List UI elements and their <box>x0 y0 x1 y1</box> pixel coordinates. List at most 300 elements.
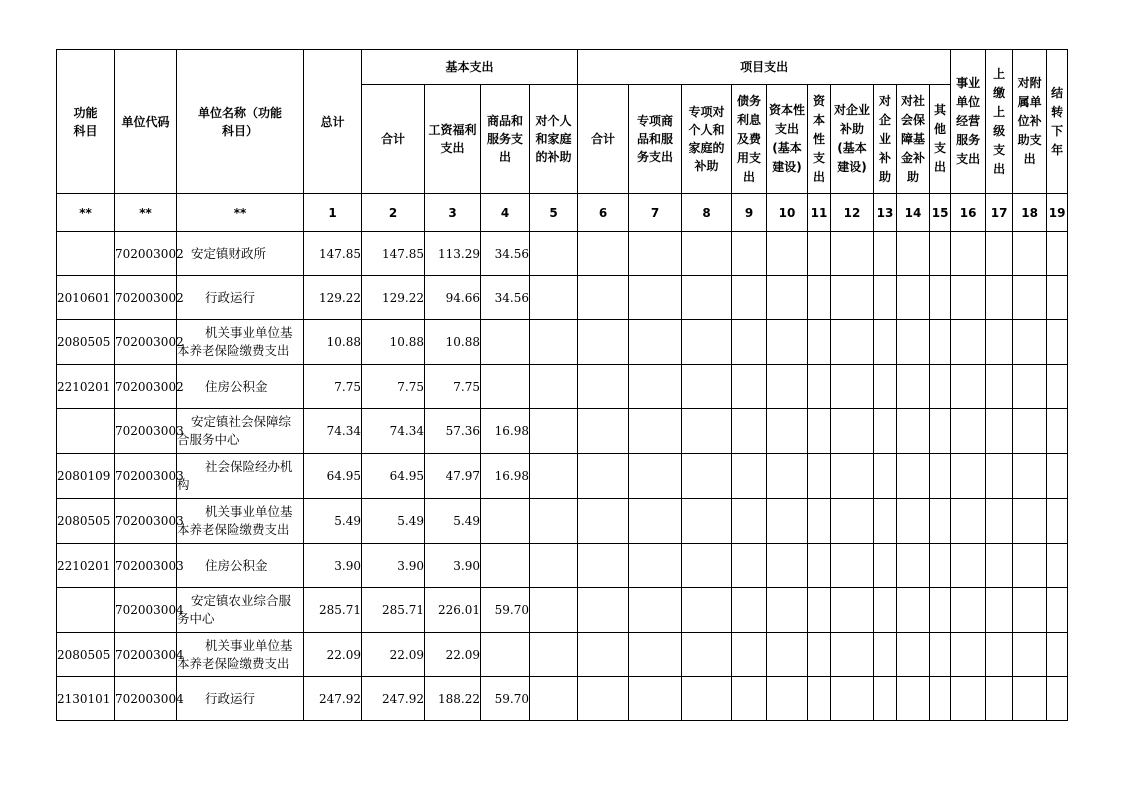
unit-name-cell <box>177 320 304 365</box>
empty-cell <box>767 276 808 320</box>
index-cell: 18 <box>1013 194 1047 232</box>
empty-cell <box>530 633 578 677</box>
basic-total-cell: 247.92 <box>362 677 425 721</box>
empty-cell <box>808 544 831 588</box>
empty-cell <box>951 276 986 320</box>
header-unit-code: 单位代码 <box>115 50 177 194</box>
empty-cell <box>874 633 897 677</box>
index-cell: 6 <box>578 194 629 232</box>
empty-cell <box>1047 365 1068 409</box>
header-basic-goods: 商品和服务支出 <box>481 85 530 194</box>
empty-cell <box>951 588 986 633</box>
empty-cell <box>530 677 578 721</box>
basic-total-cell: 22.09 <box>362 633 425 677</box>
empty-cell <box>732 544 767 588</box>
goods-cell: 59.70 <box>481 677 530 721</box>
empty-cell <box>578 544 629 588</box>
basic-total-cell: 64.95 <box>362 454 425 499</box>
unit-code-cell: 702003004 <box>115 677 177 721</box>
empty-cell <box>629 633 682 677</box>
empty-cell <box>930 588 951 633</box>
empty-cell <box>986 588 1013 633</box>
func-code-cell: 2080109 <box>57 454 115 499</box>
func-code-cell: 2080505 <box>57 320 115 365</box>
basic-total-cell: 7.75 <box>362 365 425 409</box>
salary-cell: 94.66 <box>425 276 481 320</box>
empty-cell <box>629 232 682 276</box>
empty-cell <box>530 588 578 633</box>
index-cell: 12 <box>831 194 874 232</box>
unit-name-text: 安定镇财政所 <box>191 245 267 261</box>
unit-name-text: 机关事业单位基本养老保险缴费支出 <box>177 325 293 358</box>
empty-cell <box>874 409 897 454</box>
empty-cell <box>682 677 732 721</box>
salary-cell: 3.90 <box>425 544 481 588</box>
header-carry: 结转下年 <box>1047 50 1068 194</box>
empty-cell <box>951 633 986 677</box>
empty-cell <box>629 454 682 499</box>
unit-name-text: 安定镇社会保障综合服务中心 <box>177 414 292 447</box>
index-cell: 3 <box>425 194 481 232</box>
empty-cell <box>874 276 897 320</box>
unit-name-text: 机关事业单位基本养老保险缴费支出 <box>177 504 293 537</box>
empty-cell <box>530 365 578 409</box>
empty-cell <box>629 365 682 409</box>
empty-cell <box>578 499 629 544</box>
empty-cell <box>530 320 578 365</box>
empty-cell <box>897 633 930 677</box>
header-basic-salary: 工资福利支出 <box>425 85 481 194</box>
unit-code-cell: 702003003 <box>115 544 177 588</box>
empty-cell <box>986 499 1013 544</box>
empty-cell <box>732 409 767 454</box>
empty-cell <box>732 232 767 276</box>
func-code-cell <box>57 409 115 454</box>
empty-cell <box>682 365 732 409</box>
index-cell: 10 <box>767 194 808 232</box>
empty-cell <box>874 499 897 544</box>
total-cell: 10.88 <box>304 320 362 365</box>
table-row <box>57 365 1068 409</box>
func-code-cell: 2210201 <box>57 544 115 588</box>
empty-cell <box>986 633 1013 677</box>
empty-cell <box>732 276 767 320</box>
empty-cell <box>930 677 951 721</box>
goods-cell: 59.70 <box>481 588 530 633</box>
header-capital-basic: 资本性支出(基本建设) <box>767 85 808 194</box>
empty-cell <box>1013 276 1047 320</box>
empty-cell <box>732 588 767 633</box>
empty-cell <box>897 232 930 276</box>
empty-cell <box>629 677 682 721</box>
goods-cell <box>481 365 530 409</box>
index-cell: 17 <box>986 194 1013 232</box>
empty-cell <box>578 588 629 633</box>
table-row <box>57 677 1068 721</box>
empty-cell <box>897 409 930 454</box>
empty-cell <box>767 499 808 544</box>
unit-name-cell <box>177 365 304 409</box>
goods-cell <box>481 633 530 677</box>
header-row-1 <box>57 50 1068 85</box>
table-row <box>57 633 1068 677</box>
empty-cell <box>767 409 808 454</box>
index-cell: 14 <box>897 194 930 232</box>
func-code-cell: 2210201 <box>57 365 115 409</box>
empty-cell <box>1047 454 1068 499</box>
salary-cell: 113.29 <box>425 232 481 276</box>
unit-name-cell <box>177 588 304 633</box>
empty-cell <box>897 499 930 544</box>
empty-cell <box>831 588 874 633</box>
basic-total-cell: 285.71 <box>362 588 425 633</box>
empty-cell <box>629 588 682 633</box>
empty-cell <box>874 232 897 276</box>
goods-cell <box>481 320 530 365</box>
empty-cell <box>767 232 808 276</box>
table-body <box>57 232 1068 721</box>
empty-cell <box>808 365 831 409</box>
empty-cell <box>578 276 629 320</box>
empty-cell <box>732 499 767 544</box>
func-code-cell <box>57 232 115 276</box>
unit-code-cell: 702003004 <box>115 633 177 677</box>
total-cell: 3.90 <box>304 544 362 588</box>
unit-code-cell: 702003002 <box>115 276 177 320</box>
empty-cell <box>831 365 874 409</box>
empty-cell <box>1047 544 1068 588</box>
empty-cell <box>897 588 930 633</box>
header-basic-total: 合计 <box>362 85 425 194</box>
empty-cell <box>831 276 874 320</box>
empty-cell <box>1047 320 1068 365</box>
table-row <box>57 499 1068 544</box>
empty-cell <box>578 409 629 454</box>
empty-cell <box>1047 276 1068 320</box>
empty-cell <box>874 677 897 721</box>
unit-name-cell <box>177 677 304 721</box>
header-project-personal: 专项对个人和家庭的补助 <box>682 85 732 194</box>
goods-cell <box>481 544 530 588</box>
empty-cell <box>808 320 831 365</box>
func-code-cell <box>57 588 115 633</box>
total-cell: 129.22 <box>304 276 362 320</box>
empty-cell <box>930 499 951 544</box>
empty-cell <box>767 544 808 588</box>
empty-cell <box>930 320 951 365</box>
empty-cell <box>874 320 897 365</box>
index-cell: 15 <box>930 194 951 232</box>
empty-cell <box>1013 544 1047 588</box>
empty-cell <box>986 320 1013 365</box>
goods-cell: 34.56 <box>481 276 530 320</box>
index-cell: 5 <box>530 194 578 232</box>
header-project-goods: 专项商品和服务支出 <box>629 85 682 194</box>
unit-name-text: 社会保险经办机构 <box>177 459 293 492</box>
empty-cell <box>767 454 808 499</box>
unit-name-cell <box>177 276 304 320</box>
empty-cell <box>986 454 1013 499</box>
header-unit-name: 单位名称（功能科目） <box>177 50 304 194</box>
empty-cell <box>1013 454 1047 499</box>
empty-cell <box>767 365 808 409</box>
empty-cell <box>578 320 629 365</box>
empty-cell <box>578 454 629 499</box>
empty-cell <box>767 588 808 633</box>
salary-cell: 22.09 <box>425 633 481 677</box>
header-capital: 资本性支出 <box>808 85 831 194</box>
header-project-total: 合计 <box>578 85 629 194</box>
unit-name-text: 行政运行 <box>205 289 256 305</box>
empty-cell <box>808 454 831 499</box>
unit-name-text: 安定镇农业综合服务中心 <box>177 593 292 626</box>
empty-cell <box>530 544 578 588</box>
empty-cell <box>986 677 1013 721</box>
table-row <box>57 409 1068 454</box>
goods-cell <box>481 499 530 544</box>
empty-cell <box>808 276 831 320</box>
table-row <box>57 454 1068 499</box>
func-code-cell: 2080505 <box>57 499 115 544</box>
unit-name-text: 住房公积金 <box>205 378 268 394</box>
empty-cell <box>682 499 732 544</box>
empty-cell <box>629 544 682 588</box>
index-cell: 16 <box>951 194 986 232</box>
salary-cell: 57.36 <box>425 409 481 454</box>
empty-cell <box>732 454 767 499</box>
empty-cell <box>629 276 682 320</box>
empty-cell <box>874 588 897 633</box>
empty-cell <box>874 544 897 588</box>
empty-cell <box>808 677 831 721</box>
empty-cell <box>629 409 682 454</box>
total-cell: 7.75 <box>304 365 362 409</box>
salary-cell: 10.88 <box>425 320 481 365</box>
empty-cell <box>578 365 629 409</box>
empty-cell <box>930 633 951 677</box>
header-enterprise-basic: 对企业补助(基本建设) <box>831 85 874 194</box>
total-cell: 147.85 <box>304 232 362 276</box>
empty-cell <box>831 633 874 677</box>
unit-name-cell <box>177 454 304 499</box>
empty-cell <box>530 409 578 454</box>
empty-cell <box>897 454 930 499</box>
empty-cell <box>951 232 986 276</box>
index-cell: 13 <box>874 194 897 232</box>
empty-cell <box>897 276 930 320</box>
header-func: 功能科目 <box>57 50 115 194</box>
empty-cell <box>530 232 578 276</box>
empty-cell <box>808 409 831 454</box>
salary-cell: 5.49 <box>425 499 481 544</box>
header-social-fund: 对社会保障基金补助 <box>897 85 930 194</box>
unit-code-cell: 702003003 <box>115 454 177 499</box>
empty-cell <box>986 544 1013 588</box>
index-cell: ** <box>115 194 177 232</box>
index-cell: 11 <box>808 194 831 232</box>
unit-name-cell <box>177 633 304 677</box>
empty-cell <box>1013 677 1047 721</box>
empty-cell <box>986 232 1013 276</box>
empty-cell <box>951 677 986 721</box>
total-cell: 74.34 <box>304 409 362 454</box>
empty-cell <box>682 232 732 276</box>
unit-code-cell: 702003003 <box>115 409 177 454</box>
basic-total-cell: 5.49 <box>362 499 425 544</box>
empty-cell <box>1047 232 1068 276</box>
func-code-cell: 2080505 <box>57 633 115 677</box>
goods-cell: 16.98 <box>481 454 530 499</box>
empty-cell <box>682 409 732 454</box>
empty-cell <box>767 633 808 677</box>
empty-cell <box>897 677 930 721</box>
empty-cell <box>986 365 1013 409</box>
header-basic-personal: 对个人和家庭的补助 <box>530 85 578 194</box>
salary-cell: 226.01 <box>425 588 481 633</box>
empty-cell <box>1047 633 1068 677</box>
unit-name-text: 行政运行 <box>205 690 256 706</box>
empty-cell <box>1013 232 1047 276</box>
empty-cell <box>1013 365 1047 409</box>
empty-cell <box>831 544 874 588</box>
empty-cell <box>986 409 1013 454</box>
empty-cell <box>951 544 986 588</box>
basic-total-cell: 147.85 <box>362 232 425 276</box>
index-cell: 9 <box>732 194 767 232</box>
empty-cell <box>629 499 682 544</box>
header-other: 其他支出 <box>930 85 951 194</box>
empty-cell <box>808 499 831 544</box>
empty-cell <box>530 499 578 544</box>
basic-total-cell: 3.90 <box>362 544 425 588</box>
empty-cell <box>682 544 732 588</box>
empty-cell <box>767 320 808 365</box>
empty-cell <box>1013 588 1047 633</box>
empty-cell <box>831 454 874 499</box>
unit-name-text: 住房公积金 <box>205 557 268 573</box>
header-basic: 基本支出 <box>362 50 578 85</box>
empty-cell <box>682 276 732 320</box>
unit-name-cell <box>177 409 304 454</box>
empty-cell <box>951 320 986 365</box>
salary-cell: 47.97 <box>425 454 481 499</box>
goods-cell: 34.56 <box>481 232 530 276</box>
empty-cell <box>831 499 874 544</box>
goods-cell: 16.98 <box>481 409 530 454</box>
salary-cell: 7.75 <box>425 365 481 409</box>
empty-cell <box>831 320 874 365</box>
table-row <box>57 544 1068 588</box>
index-cell: 8 <box>682 194 732 232</box>
empty-cell <box>930 276 951 320</box>
unit-name-cell <box>177 499 304 544</box>
budget-table <box>56 49 1068 721</box>
empty-cell <box>578 232 629 276</box>
index-cell: 2 <box>362 194 425 232</box>
empty-cell <box>930 232 951 276</box>
empty-cell <box>682 320 732 365</box>
empty-cell <box>897 544 930 588</box>
total-cell: 285.71 <box>304 588 362 633</box>
empty-cell <box>1013 320 1047 365</box>
empty-cell <box>831 677 874 721</box>
total-cell: 5.49 <box>304 499 362 544</box>
empty-cell <box>1047 499 1068 544</box>
empty-cell <box>951 454 986 499</box>
empty-cell <box>682 633 732 677</box>
index-row <box>57 194 1068 232</box>
empty-cell <box>1013 409 1047 454</box>
empty-cell <box>682 588 732 633</box>
empty-cell <box>767 677 808 721</box>
empty-cell <box>530 276 578 320</box>
empty-cell <box>808 588 831 633</box>
empty-cell <box>930 544 951 588</box>
index-cell: 7 <box>629 194 682 232</box>
unit-code-cell: 702003004 <box>115 588 177 633</box>
index-cell: 4 <box>481 194 530 232</box>
empty-cell <box>1047 588 1068 633</box>
empty-cell <box>1013 499 1047 544</box>
total-cell: 247.92 <box>304 677 362 721</box>
header-biz: 事业单位经营服务支出 <box>951 50 986 194</box>
header-debt: 债务利息及费用支出 <box>732 85 767 194</box>
unit-code-cell: 702003003 <box>115 499 177 544</box>
empty-cell <box>578 677 629 721</box>
total-cell: 22.09 <box>304 633 362 677</box>
empty-cell <box>930 454 951 499</box>
unit-name-text: 机关事业单位基本养老保险缴费支出 <box>177 637 293 671</box>
table-row <box>57 276 1068 320</box>
empty-cell <box>986 276 1013 320</box>
index-cell: 1 <box>304 194 362 232</box>
empty-cell <box>1013 633 1047 677</box>
empty-cell <box>732 320 767 365</box>
empty-cell <box>897 320 930 365</box>
empty-cell <box>874 365 897 409</box>
empty-cell <box>578 633 629 677</box>
empty-cell <box>930 365 951 409</box>
empty-cell <box>951 409 986 454</box>
basic-total-cell: 74.34 <box>362 409 425 454</box>
func-code-cell: 2130101 <box>57 677 115 721</box>
empty-cell <box>808 633 831 677</box>
table-row <box>57 320 1068 365</box>
basic-total-cell: 129.22 <box>362 276 425 320</box>
header-upper: 上缴上级支出 <box>986 50 1013 194</box>
empty-cell <box>930 409 951 454</box>
empty-cell <box>1047 677 1068 721</box>
empty-cell <box>530 454 578 499</box>
unit-code-cell: 702003002 <box>115 232 177 276</box>
empty-cell <box>831 409 874 454</box>
salary-cell: 188.22 <box>425 677 481 721</box>
header-project: 项目支出 <box>578 50 951 85</box>
unit-name-cell <box>177 232 304 276</box>
empty-cell <box>682 454 732 499</box>
empty-cell <box>874 454 897 499</box>
total-cell: 64.95 <box>304 454 362 499</box>
empty-cell <box>897 365 930 409</box>
unit-name-cell <box>177 544 304 588</box>
empty-cell <box>629 320 682 365</box>
table-row <box>57 588 1068 633</box>
empty-cell <box>951 365 986 409</box>
empty-cell <box>831 232 874 276</box>
header-total: 总计 <box>304 50 362 194</box>
empty-cell <box>951 499 986 544</box>
index-cell: 19 <box>1047 194 1068 232</box>
